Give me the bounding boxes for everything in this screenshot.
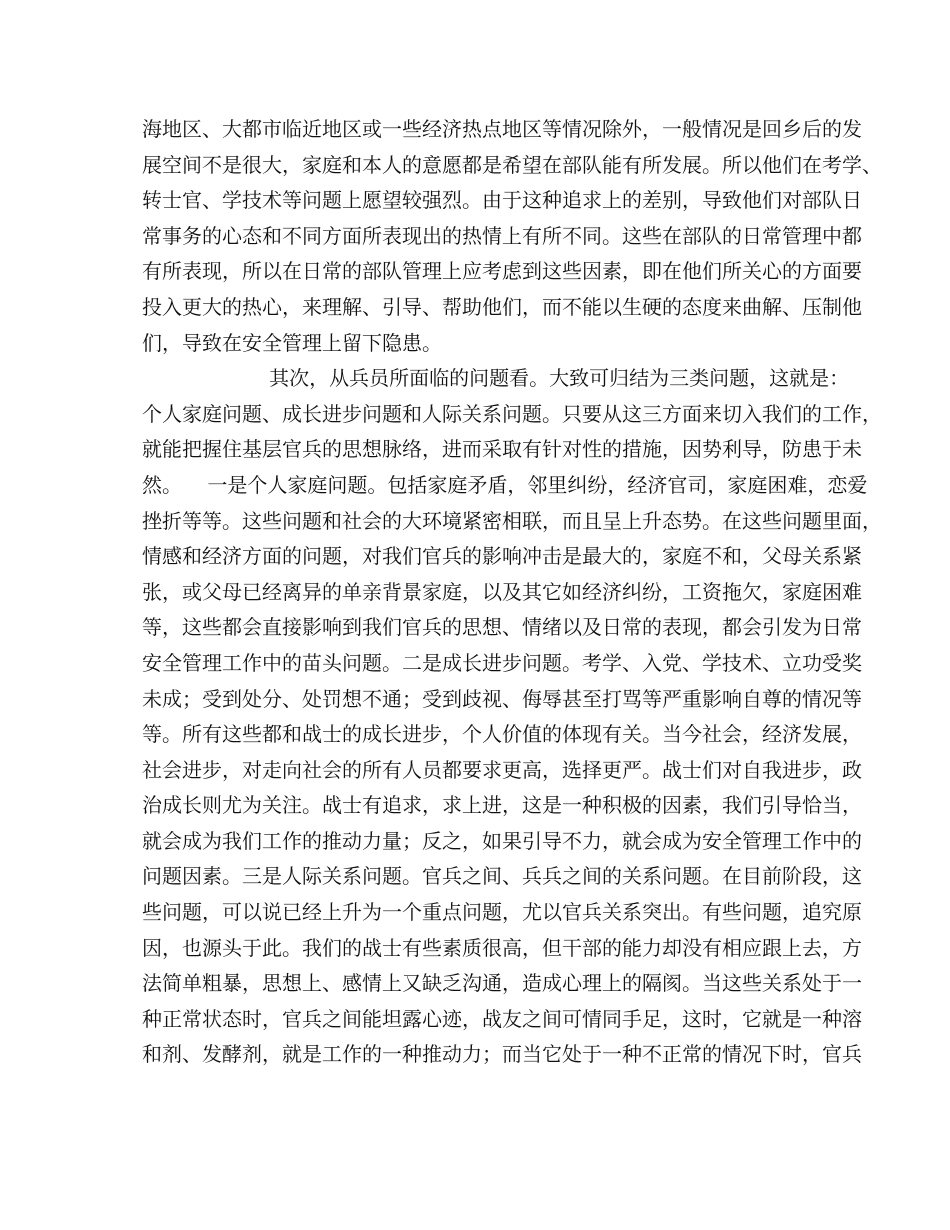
text-line: 张，或父母已经离异的单亲背景家庭，以及其它如经济纠纷，工资拖欠，家庭困难 <box>142 579 862 604</box>
text-line: 和剂、发酵剂，就是工作的一种推动力；而当它处于一种不正常的情况下时，官兵 <box>142 1042 862 1067</box>
text-line: 安全管理工作中的苗头问题。二是成长进步问题。考学、入党、学技术、立功受奖 <box>142 650 862 675</box>
text-line: 因，也源头于此。我们的战士有些素质很高，但干部的能力却没有相应跟上去，方 <box>142 935 862 960</box>
text-line: 个人家庭问题、成长进步问题和人际关系问题。只要从这三方面来切入我们的工作， <box>142 401 882 426</box>
text-line: 未成；受到处分、处罚想不通；受到歧视、侮辱甚至打骂等严重影响自尊的情况等 <box>142 686 862 711</box>
text-line: 然。 一是个人家庭问题。包括家庭矛盾，邻里纠纷，经济官司，家庭困难，恋爱 <box>142 472 868 497</box>
text-line: 就能把握住基层官兵的思想脉络，进而采取有针对性的措施，因势利导，防患于未 <box>142 437 862 462</box>
text-line: 情感和经济方面的问题，对我们官兵的影响冲击是最大的，家庭不和，父母关系紧 <box>142 544 862 569</box>
text-line: 其次，从兵员所面临的问题看。大致可归结为三类问题，这就是： <box>142 366 850 391</box>
text-line: 治成长则尤为关注。战士有追求，求上进，这是一种积极的因素，我们引导恰当， <box>142 793 862 818</box>
text-line: 挫折等等。这些问题和社会的大环境紧密相联，而且呈上升态势。在这些问题里面， <box>142 508 882 533</box>
text-line: 们，导致在安全管理上留下隐患。 <box>142 330 442 355</box>
text-line: 问题因素。三是人际关系问题。官兵之间、兵兵之间的关系问题。在目前阶段，这 <box>142 864 862 889</box>
body-text <box>142 112 882 1073</box>
text-line: 等，这些都会直接影响到我们官兵的思想、情绪以及日常的表现，都会引发为日常 <box>142 615 862 640</box>
text-line: 种正常状态时，官兵之间能坦露心迹，战友之间可情同手足，这时，它就是一种溶 <box>142 1006 862 1031</box>
text-line: 法简单粗暴，思想上、感情上又缺乏沟通，造成心理上的隔阂。当这些关系处于一 <box>142 971 862 996</box>
text-line: 有所表现，所以在日常的部队管理上应考虑到这些因素，即在他们所关心的方面要 <box>142 259 862 284</box>
text-line: 海地区、大都市临近地区或一些经济热点地区等情况除外，一般情况是回乡后的发 <box>142 117 862 141</box>
text-line: 就会成为我们工作的推动力量；反之，如果引导不力，就会成为安全管理工作中的 <box>142 828 862 853</box>
text-line: 等。所有这些都和战士的成长进步，个人价值的体现有关。当今社会，经济发展， <box>142 722 862 747</box>
text-line: 投入更大的热心，来理解、引导、帮助他们，而不能以生硬的态度来曲解、压制他 <box>142 294 862 319</box>
text-line: 社会进步，对走向社会的所有人员都要求更高，选择更严。战士们对自我进步，政 <box>142 757 862 782</box>
text-line: 些问题，可以说已经上升为一个重点问题，尤以官兵关系突出。有些问题，追究原 <box>142 900 862 925</box>
text-line: 转士官、学技术等问题上愿望较强烈。由于这种追求上的差别，导致他们对部队日 <box>142 188 862 213</box>
text-line: 常事务的心态和不同方面所表现出的热情上有所不同。这些在部队的日常管理中都 <box>142 223 862 248</box>
text-line: 展空间不是很大，家庭和本人的意愿都是希望在部队能有所发展。所以他们在考学、 <box>142 152 882 177</box>
